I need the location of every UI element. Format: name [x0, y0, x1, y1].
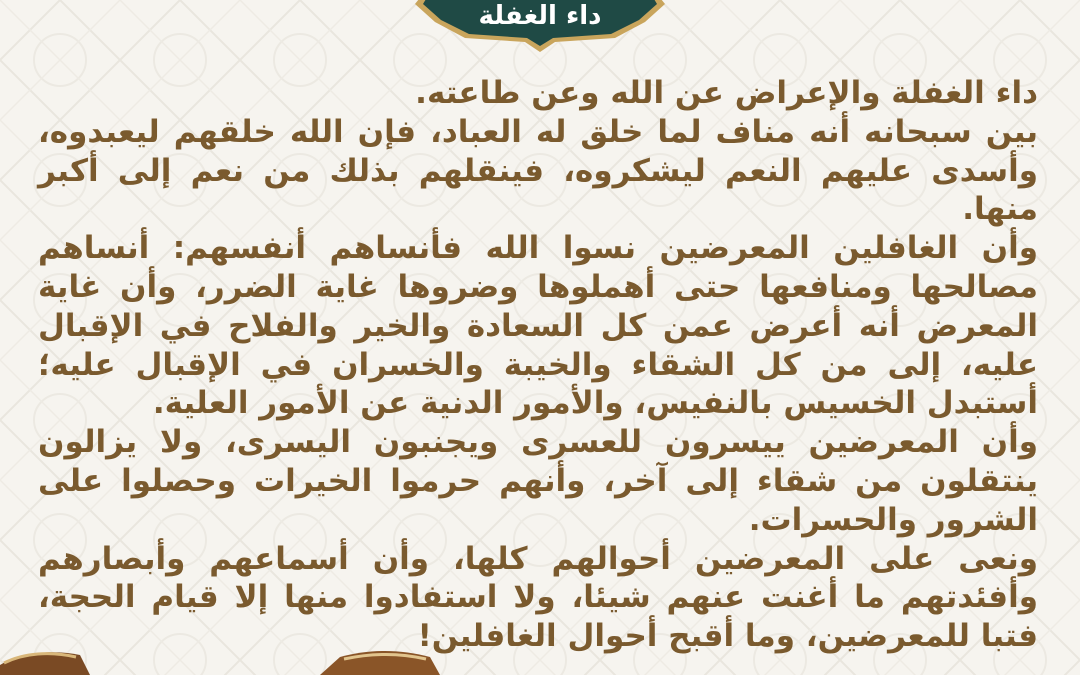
title-banner	[415, 0, 665, 58]
article-text	[38, 74, 1038, 656]
book-decoration-icon	[0, 635, 90, 675]
paragraph: وأن الغافلين المعرضين نسوا الله فأنساهم أنفسهم: أنساهم مصالحها ومنافعها حتى أهملوها وضروها غاية الضرر، وأن غاية المعرض أنه أعرض عمن كل السعادة والخير والفلاح في الإقبال عليه، إلى من كل الشقاء والخيبة والخسران في الإقبال عليه؛ أستبدل الخسيس بالنفيس، والأمور الدنية عن الأمور العلية.	[38, 230, 1038, 422]
paragraph: ونعى على المعرضين أحوالهم كلها، وأن أسماعهم وأبصارهم وأفئدتهم ما أغنت عنهم شيئا، ولا استفادوا منها إلا قيام الحجة، فتبا للمعرضين، وما أقبح أحوال الغافلين!	[38, 540, 1038, 655]
paragraph: وأن المعرضين ييسرون للعسرى ويجنبون اليسرى، ولا يزالون ينتقلون من شقاء إلى آخر، وأنهم حرموا الخيرات وحصلوا على الشرور والحسرات.	[38, 424, 1038, 538]
page-title: داء الغفلة	[478, 1, 602, 31]
paragraph: داء الغفلة والإعراض عن الله وعن طاعته.	[415, 75, 1038, 111]
paragraph: بين سبحانه أنه مناف لما خلق له العباد، فإن الله خلقهم ليعبدوه، وأسدى عليهم النعم ليشكروه، فينقلهم بذلك من نعم إلى أكبر منها.	[38, 113, 1038, 228]
book-decoration-icon	[320, 645, 440, 675]
